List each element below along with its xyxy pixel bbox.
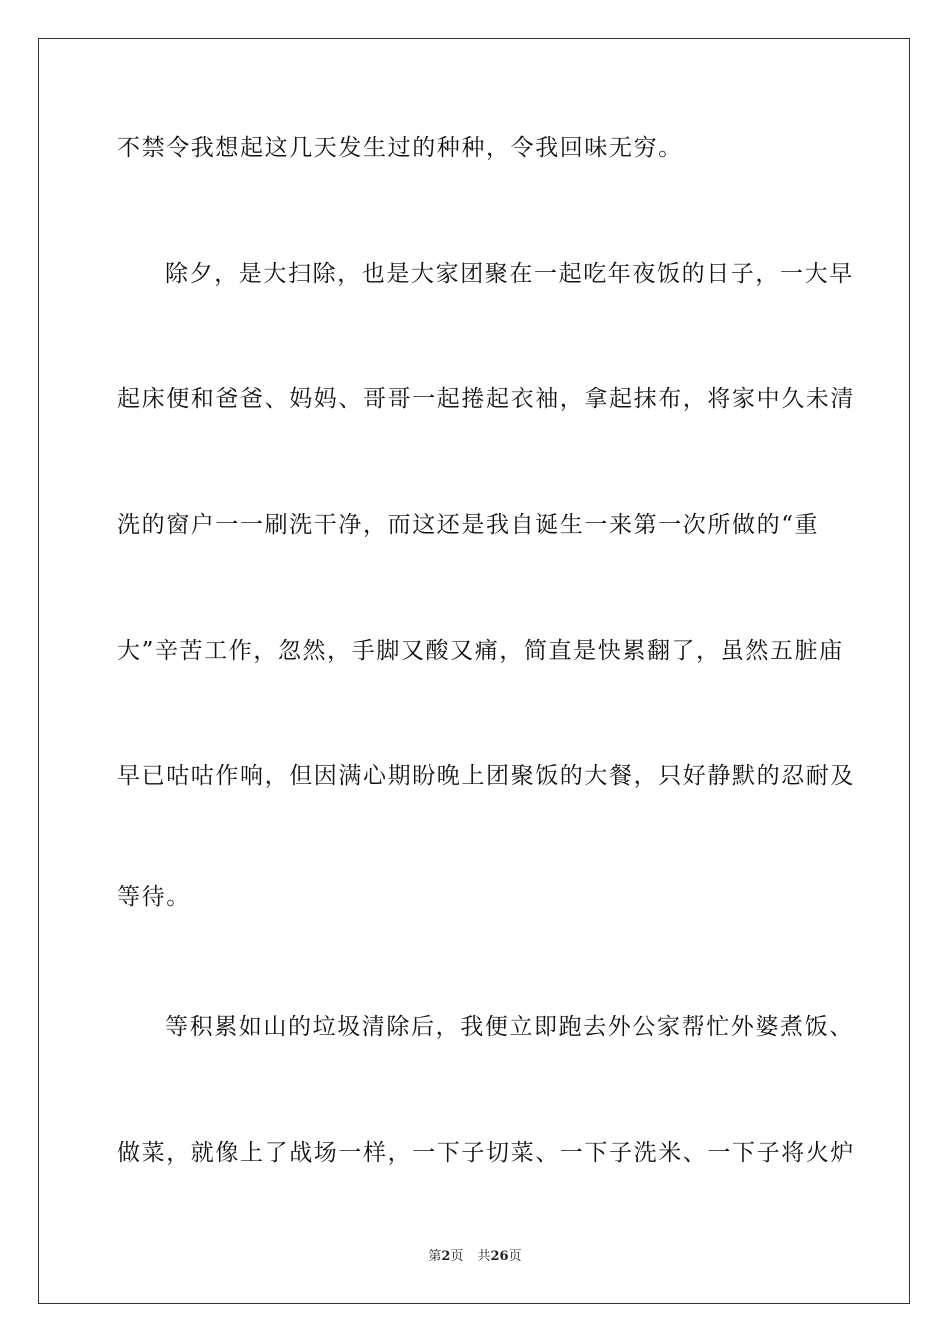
text-line-4: 洗的窗户一一刷洗干净，而这还是我自诞生一来第一次所做的“重 <box>117 512 820 538</box>
page-frame <box>38 38 910 1304</box>
page-suffix: 页 <box>450 1249 464 1264</box>
total-prefix: 共 <box>477 1249 491 1264</box>
page-total: 26 <box>490 1249 509 1264</box>
text-line-6: 早已咕咕作响，但因满心期盼晚上团聚饭的大餐，只好静默的忍耐及 <box>117 763 855 789</box>
text-line-9: 做菜，就像上了战场一样，一下子切菜、一下子洗米、一下子将火炉 <box>117 1140 855 1166</box>
text-line-1: 不禁令我想起这几天发生过的种种，令我回味无穷。 <box>117 135 683 161</box>
text-line-5: 大”辛苦工作，忽然，手脚又酸又痛，简直是快累翻了，虽然五脏庙 <box>117 638 844 664</box>
text-line-7: 等待。 <box>117 884 191 910</box>
text-line-3: 起床便和爸爸、妈妈、哥哥一起捲起衣袖，拿起抹布，将家中久未清 <box>117 386 855 412</box>
page-prefix: 第 <box>428 1249 442 1264</box>
page-current: 2 <box>441 1249 451 1264</box>
text-line-2: 除夕，是大扫除，也是大家团聚在一起吃年夜饭的日子，一大早 <box>165 261 854 287</box>
text-line-8: 等积累如山的垃圾清除后，我便立即跑去外公家帮忙外婆煮饭、 <box>165 1014 854 1040</box>
total-suffix: 页 <box>508 1249 522 1264</box>
page-footer <box>0 1248 950 1266</box>
